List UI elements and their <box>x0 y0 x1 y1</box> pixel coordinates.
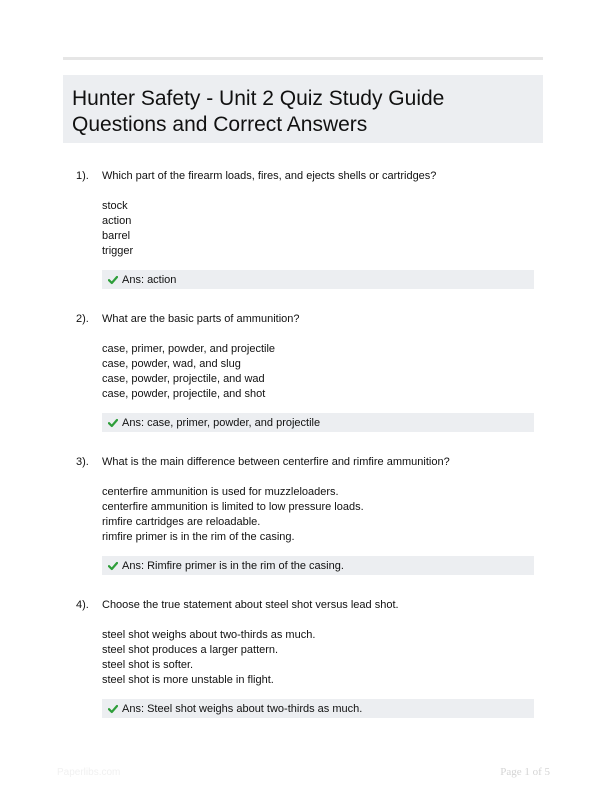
page-title-line-1: Hunter Safety - Unit 2 Quiz Study Guide <box>72 87 445 110</box>
answer-box <box>102 699 534 718</box>
page-title-line-2: Questions and Correct Answers <box>72 113 368 136</box>
option: rimfire cartridges are reloadable. <box>102 516 261 528</box>
question-text: What are the basic parts of ammunition? <box>102 313 300 325</box>
question-number: 2). <box>76 313 89 325</box>
question-text: What is the main difference between centerfire and rimfire ammunition? <box>102 456 450 468</box>
answer-box <box>102 413 534 432</box>
option: stock <box>102 200 128 212</box>
option-list <box>102 485 364 545</box>
option-list <box>102 628 315 688</box>
check-icon <box>108 561 118 571</box>
option-list <box>102 199 133 259</box>
option: steel shot produces a larger pattern. <box>102 644 279 656</box>
option: rimfire primer is in the rim of the casing. <box>102 531 295 543</box>
answer-box <box>102 556 534 575</box>
check-icon <box>108 418 118 428</box>
option: case, powder, projectile, and wad <box>102 373 265 385</box>
question-text: Which part of the firearm loads, fires, and ejects shells or cartridges? <box>102 170 437 182</box>
option: trigger <box>102 245 134 257</box>
answer-text: Ans: Rimfire primer is in the rim of the casing. <box>122 559 344 572</box>
check-icon <box>108 704 118 714</box>
option-list <box>102 342 275 402</box>
question-number: 4). <box>76 599 89 611</box>
footer-watermark: Paperlibs.com <box>57 767 121 778</box>
title-banner <box>63 75 543 143</box>
option: case, powder, projectile, and shot <box>102 388 266 400</box>
answer-text: Ans: Steel shot weighs about two-thirds as much. <box>122 702 363 715</box>
page-indicator: Page 1 of 5 <box>500 766 550 778</box>
option: centerfire ammunition is limited to low pressure loads. <box>102 501 364 513</box>
option: steel shot weighs about two-thirds as much. <box>102 629 316 641</box>
answer-box <box>102 270 534 289</box>
question-number: 3). <box>76 456 89 468</box>
answer-text: Ans: action <box>122 273 177 286</box>
option: steel shot is softer. <box>102 659 194 671</box>
question-number: 1). <box>76 170 89 182</box>
top-divider <box>63 57 543 60</box>
option: action <box>102 215 132 227</box>
option: barrel <box>102 230 131 242</box>
option: case, powder, wad, and slug <box>102 358 241 370</box>
answer-text: Ans: case, primer, powder, and projectile <box>122 416 321 429</box>
option: centerfire ammunition is used for muzzleloaders. <box>102 486 339 498</box>
check-icon <box>108 275 118 285</box>
option: steel shot is more unstable in flight. <box>102 674 274 686</box>
option: case, primer, powder, and projectile <box>102 343 276 355</box>
question-text: Choose the true statement about steel shot versus lead shot. <box>102 599 399 611</box>
